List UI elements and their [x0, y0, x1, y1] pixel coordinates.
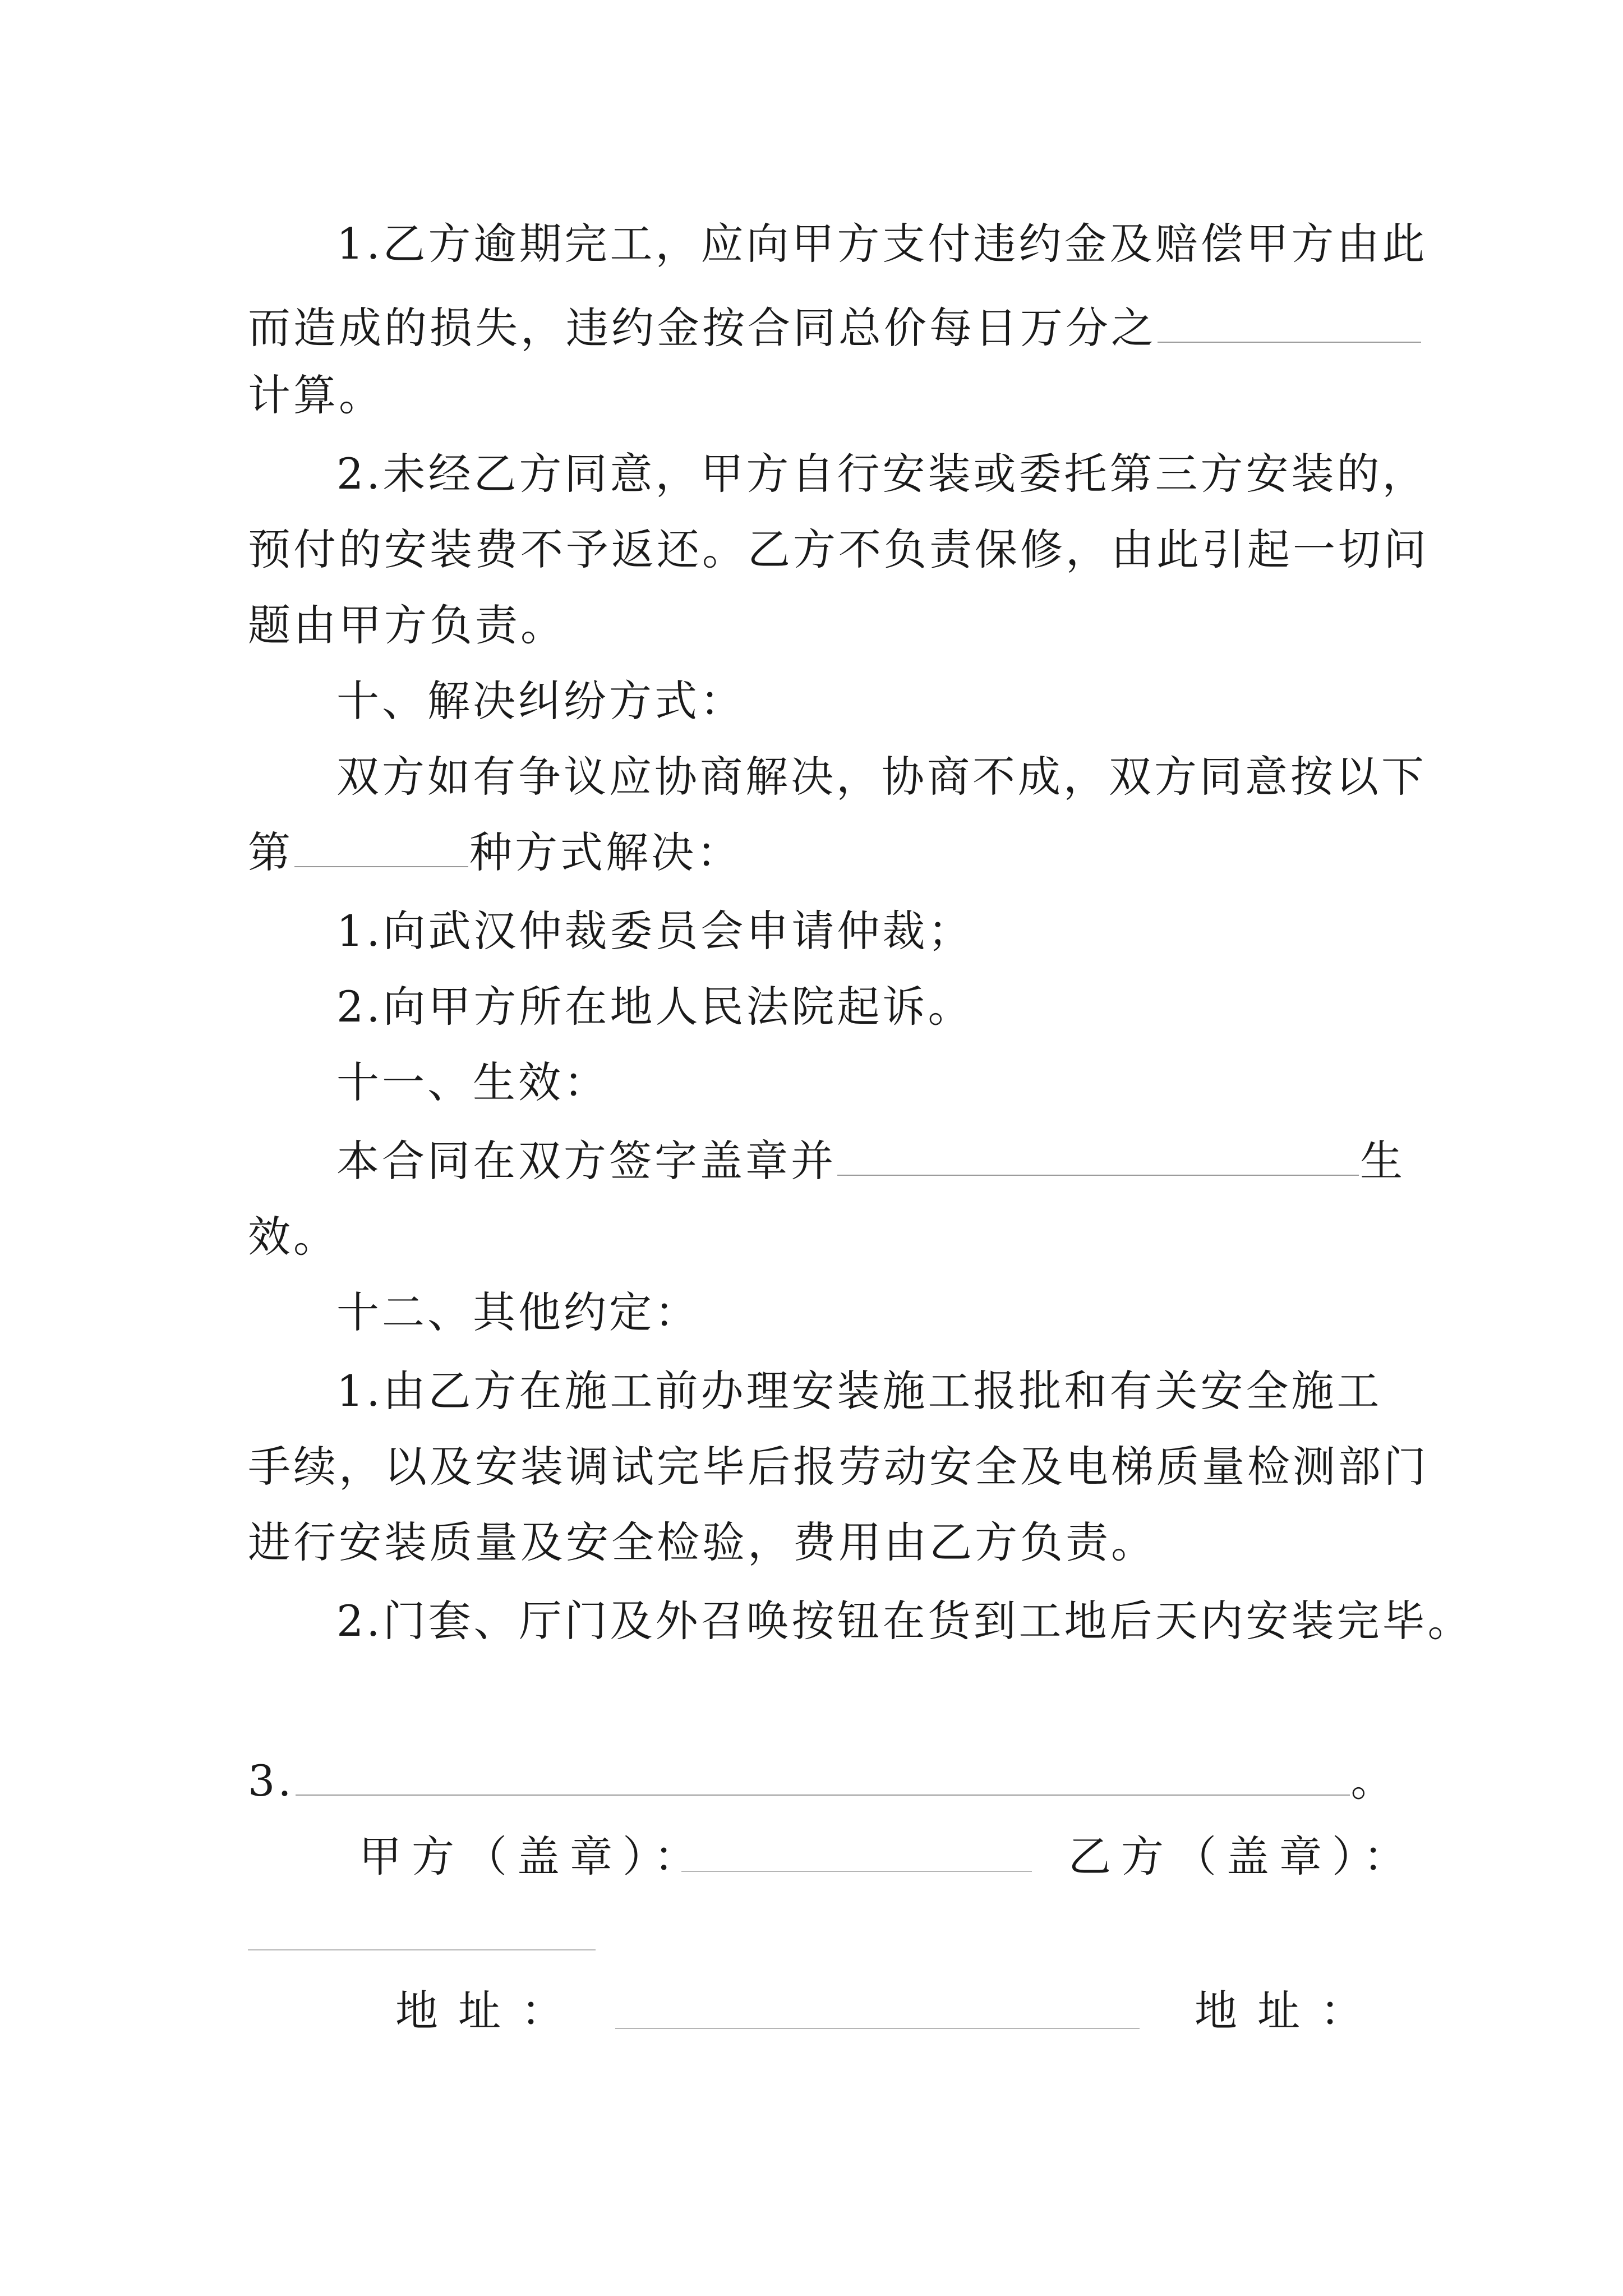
- clause10-heading: 十、解决纠纷方式：: [336, 676, 745, 726]
- penalty-rate-blank[interactable]: [1158, 302, 1421, 343]
- clause10-option1: 1.向武汉仲裁委员会申请仲裁；: [336, 906, 974, 956]
- address-a-blank[interactable]: [615, 2028, 1140, 2029]
- effective-condition-blank[interactable]: [837, 1135, 1359, 1176]
- party-b-seal-label: 乙方（盖章）：: [1068, 1832, 1416, 1881]
- clause12-item2: 2.门套、厅门及外召唤按钮在货到工地后天内安装完毕。: [336, 1596, 1473, 1646]
- clause9-item2-line3: 题由甲方负责。: [248, 600, 566, 650]
- clause9-item1-line1: 1.乙方逾期完工，应向甲方支付违约金及赔偿甲方由此: [336, 219, 1428, 269]
- clause10-text-line2-before: 第: [248, 827, 293, 877]
- clause9-item1-line3: 计算。: [248, 370, 384, 420]
- party-a-seal-blank[interactable]: [681, 1871, 1032, 1872]
- clause9-item2-line1: 2.未经乙方同意，甲方自行安装或委托第三方安装的，: [336, 449, 1428, 499]
- clause12-item3-suffix: 。: [1350, 1756, 1396, 1806]
- dispute-method-blank[interactable]: [294, 827, 468, 867]
- clause12-heading: 十二、其他约定：: [336, 1287, 700, 1337]
- party-a-seal-label: 甲方（盖章）：: [359, 1832, 707, 1881]
- clause12-item1-line2: 手续，以及安装调试完毕后报劳动安全及电梯质量检测部门: [248, 1442, 1429, 1492]
- clause11-heading: 十一、生效：: [336, 1057, 609, 1107]
- other-agreement-blank[interactable]: [296, 1755, 1350, 1796]
- address-b-label: 地址：: [1195, 1986, 1383, 2036]
- clause12-item3-prefix: 3.: [248, 1756, 294, 1806]
- clause11-text-line2: 效。: [248, 1212, 339, 1262]
- clause11-text: [336, 1133, 1405, 1189]
- clause10-text-line2-after: 种方式解决：: [469, 827, 742, 877]
- clause9-item2-line2: 预付的安装费不予返还。乙方不负责保修，由此引起一切问: [248, 524, 1429, 574]
- clause12-item1-line3: 进行安装质量及安全检验，费用由乙方负责。: [248, 1517, 1156, 1567]
- clause11-text-before: 本合同在双方签字盖章并: [336, 1136, 836, 1186]
- clause9-item1-line2-text: 而造成的损失，违约金按合同总价每日万分之: [248, 303, 1156, 353]
- party-b-seal-blank[interactable]: [248, 1949, 596, 1950]
- clause10-text-line2: [248, 825, 1386, 881]
- clause9-item1-line2: [248, 300, 1386, 356]
- clause11-text-after: 生: [1360, 1136, 1405, 1186]
- clause10-text-line1: 双方如有争议应协商解决，协商不成，双方同意按以下: [336, 752, 1427, 802]
- clause10-option2: 2.向甲方所在地人民法院起诉。: [336, 982, 974, 1032]
- address-a-label: 地址：: [395, 1986, 584, 2036]
- clause12-item3: [248, 1753, 1396, 1809]
- clause12-item1-line1: 1.由乙方在施工前办理安装施工报批和有关安全施工: [336, 1366, 1382, 1416]
